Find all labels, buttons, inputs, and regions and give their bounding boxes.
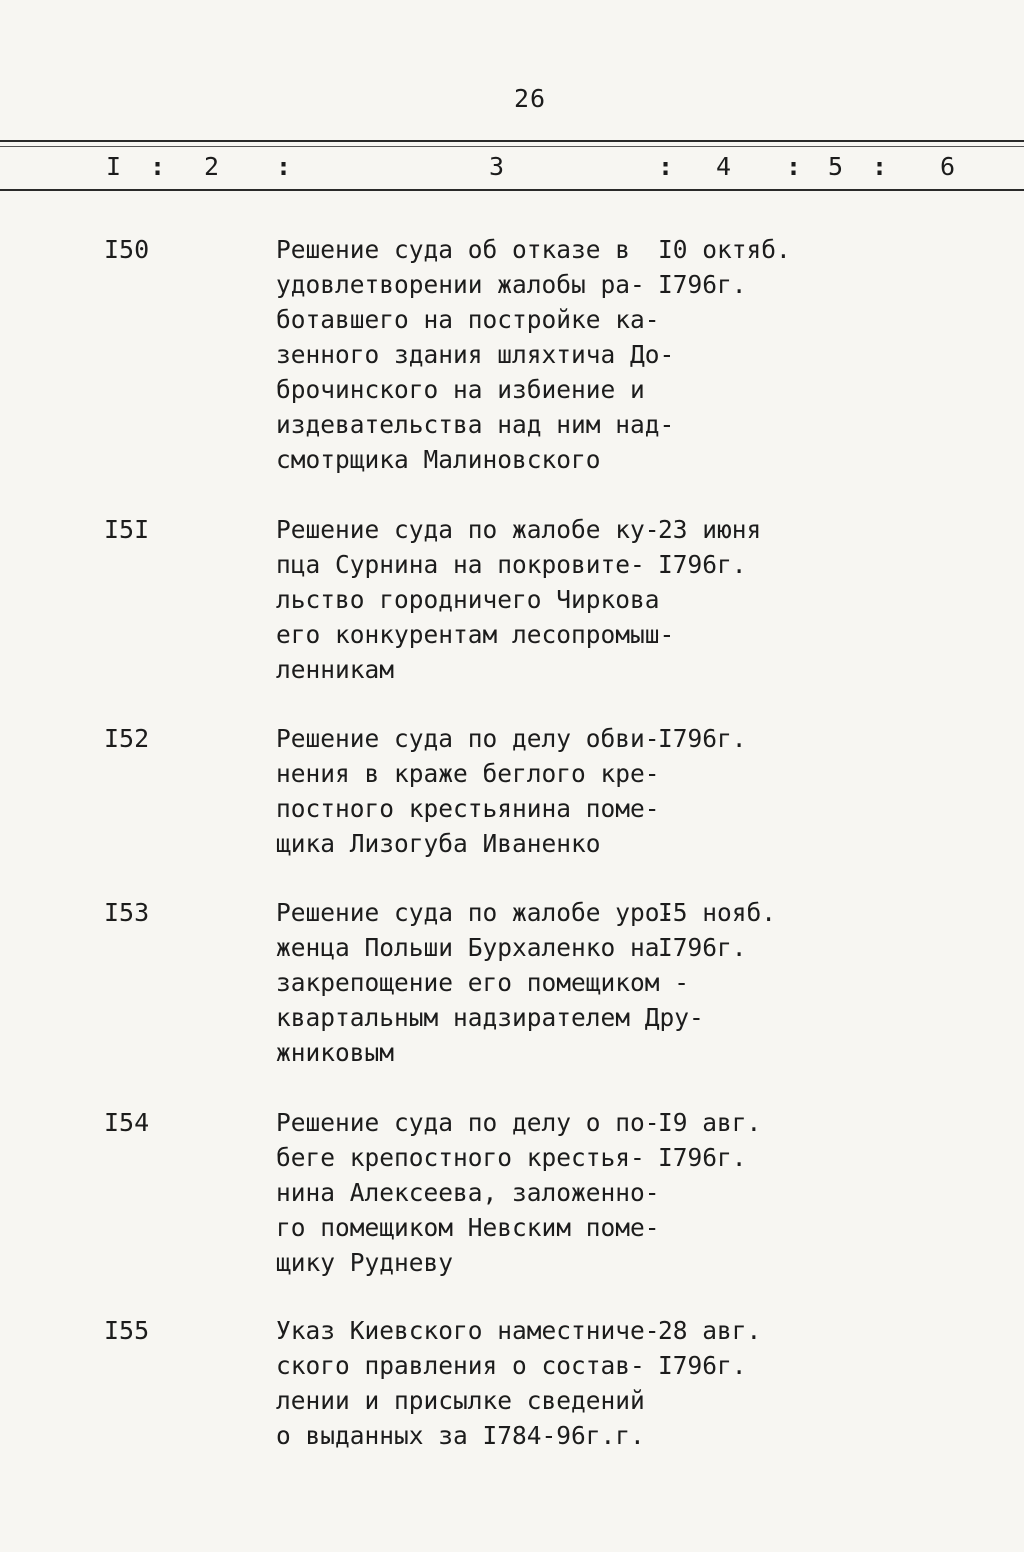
description-line: щика Лизогуба Иваненко xyxy=(276,829,601,858)
description-line: нина Алексеева, заложенно- xyxy=(276,1178,660,1207)
entry-date xyxy=(658,895,776,965)
description-line: его конкурентам лесопромыш- xyxy=(276,620,675,649)
description-line: лении и присылке сведений xyxy=(276,1386,645,1415)
date-line: I796г. xyxy=(658,724,747,753)
description-line: ленникам xyxy=(276,655,395,684)
date-line: 28 авг. xyxy=(658,1316,762,1345)
description-line: квартальным надзирателем Дру- xyxy=(276,1003,704,1032)
column-header-row xyxy=(0,152,1024,184)
description-line: Указ Киевского наместниче- xyxy=(276,1316,660,1345)
date-line: 23 июня xyxy=(658,515,762,544)
entry-number: I52 xyxy=(104,724,150,753)
description-line: зенного здания шляхтича До- xyxy=(276,340,675,369)
description-line: беге крепостного крестья- xyxy=(276,1143,645,1172)
entry-description xyxy=(276,232,676,477)
description-line: ского правления о состав- xyxy=(276,1351,645,1380)
description-line: жниковым xyxy=(276,1038,395,1067)
entry-number: I55 xyxy=(104,1316,150,1345)
entry-number: I53 xyxy=(104,898,150,927)
header-rule-top xyxy=(0,140,1024,142)
column-separator: : xyxy=(872,152,888,181)
column-header-2: 2 xyxy=(204,152,220,181)
entry-description xyxy=(276,1105,676,1280)
date-line: I796г. xyxy=(658,270,747,299)
date-line: I0 октяб. xyxy=(658,235,791,264)
description-line: ботавшего на постройке ка- xyxy=(276,305,660,334)
entry-number: I5I xyxy=(104,515,150,544)
column-separator: : xyxy=(276,152,292,181)
entry-date xyxy=(658,512,761,582)
entry-date xyxy=(658,1105,761,1175)
description-line: удовлетворении жалобы ра- xyxy=(276,270,645,299)
description-line: льство городничего Чиркова xyxy=(276,585,660,614)
entry-date xyxy=(658,232,791,302)
column-separator: : xyxy=(786,152,802,181)
description-line: постного крестьянина поме- xyxy=(276,794,660,823)
column-header-6: 6 xyxy=(940,152,956,181)
entry-date xyxy=(658,721,747,756)
entry-description xyxy=(276,512,676,687)
description-line: брочинского на избиение и xyxy=(276,375,645,404)
date-line: I796г. xyxy=(658,550,747,579)
header-rule-bottom xyxy=(0,189,1024,191)
entry-date xyxy=(658,1313,761,1383)
date-line: I9 авг. xyxy=(658,1108,762,1137)
description-line: издевательства над ним над- xyxy=(276,410,675,439)
date-line: I5 нояб. xyxy=(658,898,777,927)
entry-number: I50 xyxy=(104,235,150,264)
description-line: Решение суда об отказе в xyxy=(276,235,631,264)
column-separator: : xyxy=(658,152,674,181)
column-header-5: 5 xyxy=(828,152,844,181)
date-line: I796г. xyxy=(658,933,747,962)
entry-description xyxy=(276,1313,676,1453)
date-line: I796г. xyxy=(658,1351,747,1380)
column-header-3: 3 xyxy=(489,152,505,181)
description-line: Решение суда по делу о по- xyxy=(276,1108,660,1137)
description-line: го помещиком Невским поме- xyxy=(276,1213,660,1242)
column-header-1: I xyxy=(106,152,122,181)
description-line: Решение суда по делу обви- xyxy=(276,724,660,753)
entry-description xyxy=(276,721,676,861)
description-line: Решение суда по жалобе ку- xyxy=(276,515,660,544)
description-line: пца Сурнина на покровите- xyxy=(276,550,645,579)
description-line: закрепощение его помещиком - xyxy=(276,968,690,997)
description-line: Решение суда по жалобе уро- xyxy=(276,898,675,927)
page-number: 26 xyxy=(513,84,547,113)
description-line: щику Рудневу xyxy=(276,1248,454,1277)
entry-number: I54 xyxy=(104,1108,150,1137)
column-separator: : xyxy=(150,152,166,181)
column-header-4: 4 xyxy=(716,152,732,181)
description-line: нения в краже беглого кре- xyxy=(276,759,660,788)
date-line: I796г. xyxy=(658,1143,747,1172)
description-line: женца Польши Бурхаленко на xyxy=(276,933,660,962)
description-line: смотрщика Малиновского xyxy=(276,445,601,474)
header-rule-top-thin xyxy=(0,146,1024,147)
description-line: о выданных за I784-96г.г. xyxy=(276,1421,645,1450)
